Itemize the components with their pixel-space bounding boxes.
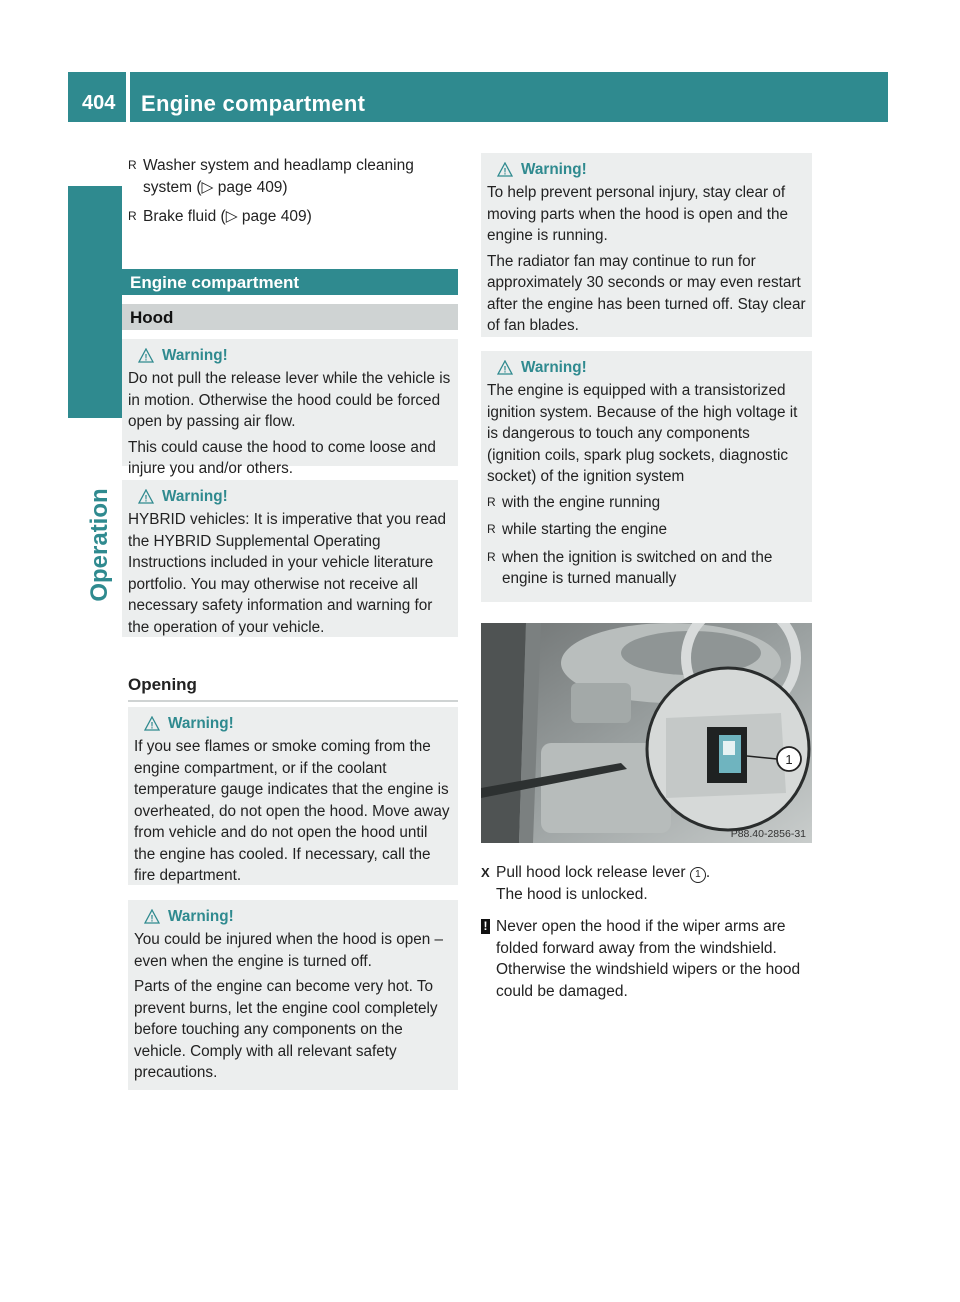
side-label: Operation — [86, 488, 113, 602]
arrow-step-icon: X — [481, 865, 490, 880]
side-tab — [68, 186, 122, 418]
bullet-r-icon: R — [487, 549, 496, 564]
photo-illustration — [481, 623, 812, 843]
list-item: R when the ignition is switched on and the engine is turned manually — [487, 548, 773, 587]
bullet-r-icon: R — [487, 494, 496, 509]
instructions — [481, 862, 812, 1002]
svg-text:!: ! — [150, 913, 154, 924]
opening-title: Opening — [128, 674, 458, 702]
instruction-step: X Pull hood lock release lever 1 . The hood is unlocked. — [481, 862, 812, 905]
section-engine-compartment — [122, 269, 458, 637]
warning-text: The engine is equipped with a transistorized ignition system. Because of the high voltage it is dangerous to touch any components (ignition coils, spark plug sockets, diagnostic socket) of the ignition system — [487, 382, 798, 485]
warning-text: This could cause the hood to come loose and injure you and/or others. — [128, 438, 436, 477]
warning-triangle-icon — [497, 162, 513, 177]
left-column — [128, 155, 458, 236]
opening-warnings — [128, 707, 458, 1090]
svg-text:!: ! — [144, 352, 148, 363]
warning-triangle-icon — [497, 360, 513, 375]
bullet-r-icon: R — [487, 522, 496, 536]
warning-box — [481, 351, 812, 602]
svg-text:!: ! — [150, 720, 154, 731]
list-item: R with the engine running — [487, 492, 806, 514]
warning-text: HYBRID vehicles: It is imperative that you read the HYBRID Supplemental Operating Instructions included in your vehicle literature portfolio. You may otherwise not receive all necessary safety information and warning for the operation of your vehicle. — [128, 511, 446, 636]
image-callout-label: 1 — [785, 752, 793, 767]
section-title: Engine compartment — [122, 269, 458, 295]
warning-text: You could be injured when the hood is open – even when the engine is turned off. — [134, 931, 444, 970]
right-column — [481, 153, 812, 602]
warning-title: Warning! — [162, 347, 228, 364]
warning-box — [122, 339, 458, 477]
page-number: 404 — [82, 92, 116, 114]
warning-triangle-icon — [138, 489, 154, 504]
warning-title: Warning! — [168, 715, 234, 732]
warning-box — [128, 707, 458, 885]
bullet-r-icon: R — [128, 158, 137, 172]
list-item: R Washer system and headlamp cleaning system (▷ page 409) — [128, 157, 414, 196]
list-item: R while starting the engine — [487, 519, 806, 541]
warning-box — [128, 900, 458, 1090]
warning-text: The radiator fan may continue to run for approximately 30 seconds or may even restart after the engine has been turned off. Stay clear of fan blades. — [487, 252, 806, 334]
damage-note: ! Never open the hood if the wiper arms are folded forward away from the windshield. Otherwise the windshield wipers or the hood could be damaged. — [481, 916, 812, 1002]
list-item: R Brake fluid (▷ page 409) — [128, 206, 458, 228]
callout-number: 1 — [690, 867, 706, 883]
svg-text:!: ! — [503, 166, 507, 177]
warning-box — [481, 153, 812, 337]
step-result: The hood is unlocked. — [496, 885, 648, 903]
warning-title: Warning! — [521, 161, 587, 178]
warning-triangle-icon — [144, 716, 160, 731]
subsection-title: Hood — [122, 304, 458, 330]
warning-title: Warning! — [521, 359, 587, 376]
bullet-r-icon: R — [128, 209, 137, 223]
warning-box — [122, 480, 458, 637]
warning-text: If you see flames or smoke coming from the engine compartment, or if the coolant temperature gauge indicates that the engine is overheated, do not open the hood. Move away from vehicle and do not open the hood until the engine has cooled. If necessary, call the fire department. — [134, 738, 450, 884]
svg-text:!: ! — [144, 493, 148, 504]
header-divider — [126, 72, 130, 122]
warning-triangle-icon — [138, 348, 154, 363]
warning-text: Parts of the engine can become very hot. To prevent burns, let the engine cool completely before touching any components on the vehicle. Comply with all relevant safety precautions. — [134, 978, 438, 1081]
exclamation-note-icon: ! — [481, 919, 490, 934]
page-title: Engine compartment — [141, 91, 366, 116]
opening-section — [128, 674, 458, 702]
warning-triangle-icon — [144, 909, 160, 924]
warning-text: To help prevent personal injury, stay clear of moving parts when the hood is open and the engine is running. — [487, 184, 789, 244]
page-header — [68, 72, 888, 122]
warning-text: Do not pull the release lever while the vehicle is in motion. Otherwise the hood could be forced open by passing air flow. — [128, 370, 451, 430]
svg-text:!: ! — [503, 364, 507, 375]
warning-title: Warning! — [168, 908, 234, 925]
image-code: P88.40-2856-31 — [730, 828, 806, 840]
warning-title: Warning! — [162, 488, 228, 505]
hood-release-lever-photo — [481, 623, 812, 843]
